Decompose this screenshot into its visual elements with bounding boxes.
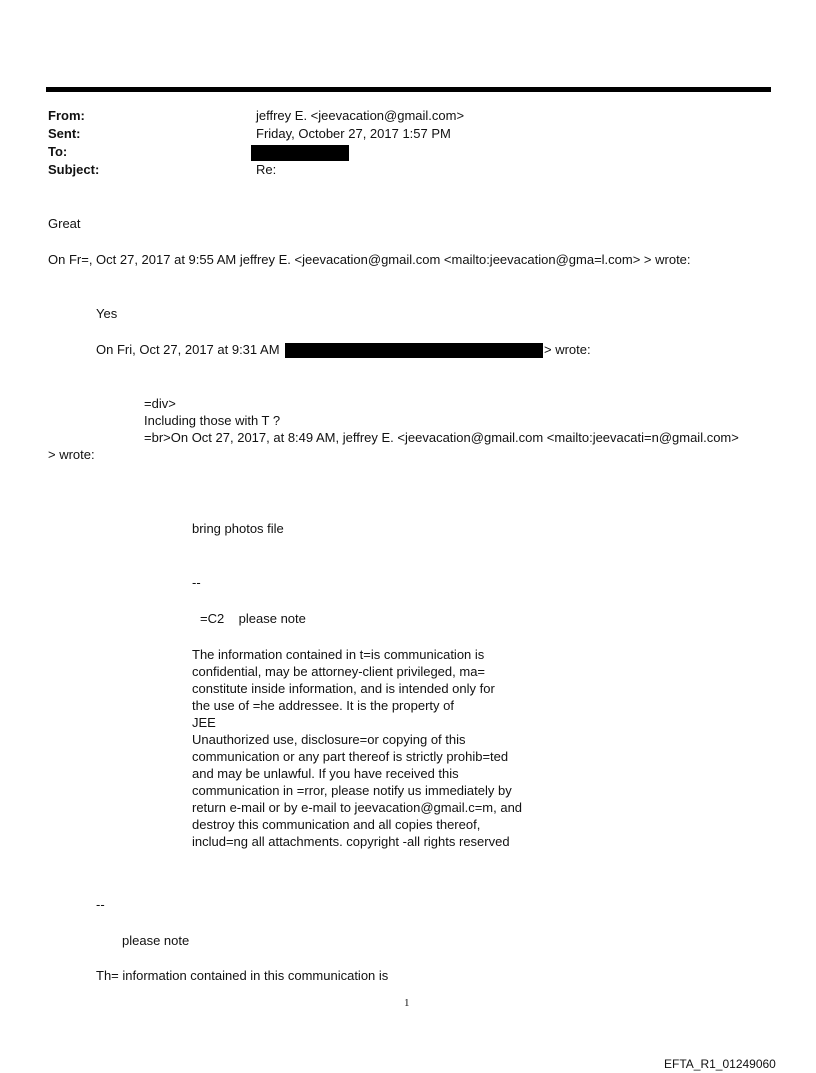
disclaimer-line: The information contained in t=is communication is [192,647,485,662]
signature-dashes-inner: -- [192,575,201,590]
sent-label: Sent: [48,126,81,141]
quote3-intro: =br>On Oct 27, 2017, at 8:49 AM, jeffrey E. <jeevacation@gmail.com <mailto:jeevacati=n@gmail.com> [144,430,739,445]
to-label: To: [48,144,68,159]
quote2-reply: Including those with T ? [144,413,281,428]
disclaimer-line: the use of =he addressee. It is the property of [192,698,454,713]
quote1-intro: On Fr=, Oct 27, 2017 at 9:55 AM jeffrey E. <jeevacation@gmail.com <mailto:jeevacation@gma=l.com> > wrote: [48,252,691,267]
signature-note-outer: please note [122,933,190,948]
disclaimer-line: communication or any part thereof is strictly prohib=ted [192,749,509,764]
disclaimer-line: JEE [192,715,216,730]
from-value: jeffrey E. <jeevacation@gmail.com> [256,108,465,123]
quote1-reply: Yes [96,306,118,321]
reply-text: Great [48,216,81,231]
quote2-intro-end: > wrote: [544,342,591,357]
to-redaction [251,145,349,161]
disclaimer-line: communication in =rror, please notify us immediately by [192,783,512,798]
disclaimer-line: return e-mail or by e-mail to jeevacation@gmail.c=m, and [192,800,523,815]
document-id-footer: EFTA_R1_01249060 [664,1057,776,1071]
disclaimer-line: Unauthorized use, disclosure=or copying of this [192,732,466,747]
subject-label: Subject: [48,162,100,177]
disclaimer-inner [192,646,522,850]
disclaimer-line: and may be unlawful. If you have received this [192,766,459,781]
quote2-intro-start: On Fri, Oct 27, 2017 at 9:31 AM [96,342,280,357]
quote2-div: =div> [144,396,176,411]
signature-note-inner: =C2 please note [200,611,306,626]
quote3-intro-wrap: > wrote: [48,447,95,462]
header-rule [46,87,771,92]
disclaimer-outer-start: Th= information contained in this communication is [96,968,389,983]
sender-redaction [285,343,543,358]
disclaimer-line: includ=ng all attachments. copyright -all rights reserved [192,834,510,849]
page-number: 1 [404,997,410,1009]
disclaimer-line: confidential, may be attorney-client privileged, ma= [192,664,486,679]
subject-value: Re: [256,162,277,177]
quote3-reply: bring photos file [192,521,284,536]
from-label: From: [48,108,85,123]
disclaimer-line: destroy this communication and all copies thereof, [192,817,481,832]
signature-dashes-outer: -- [96,897,105,912]
disclaimer-line: constitute inside information, and is intended only for [192,681,495,696]
sent-value: Friday, October 27, 2017 1:57 PM [256,126,451,141]
